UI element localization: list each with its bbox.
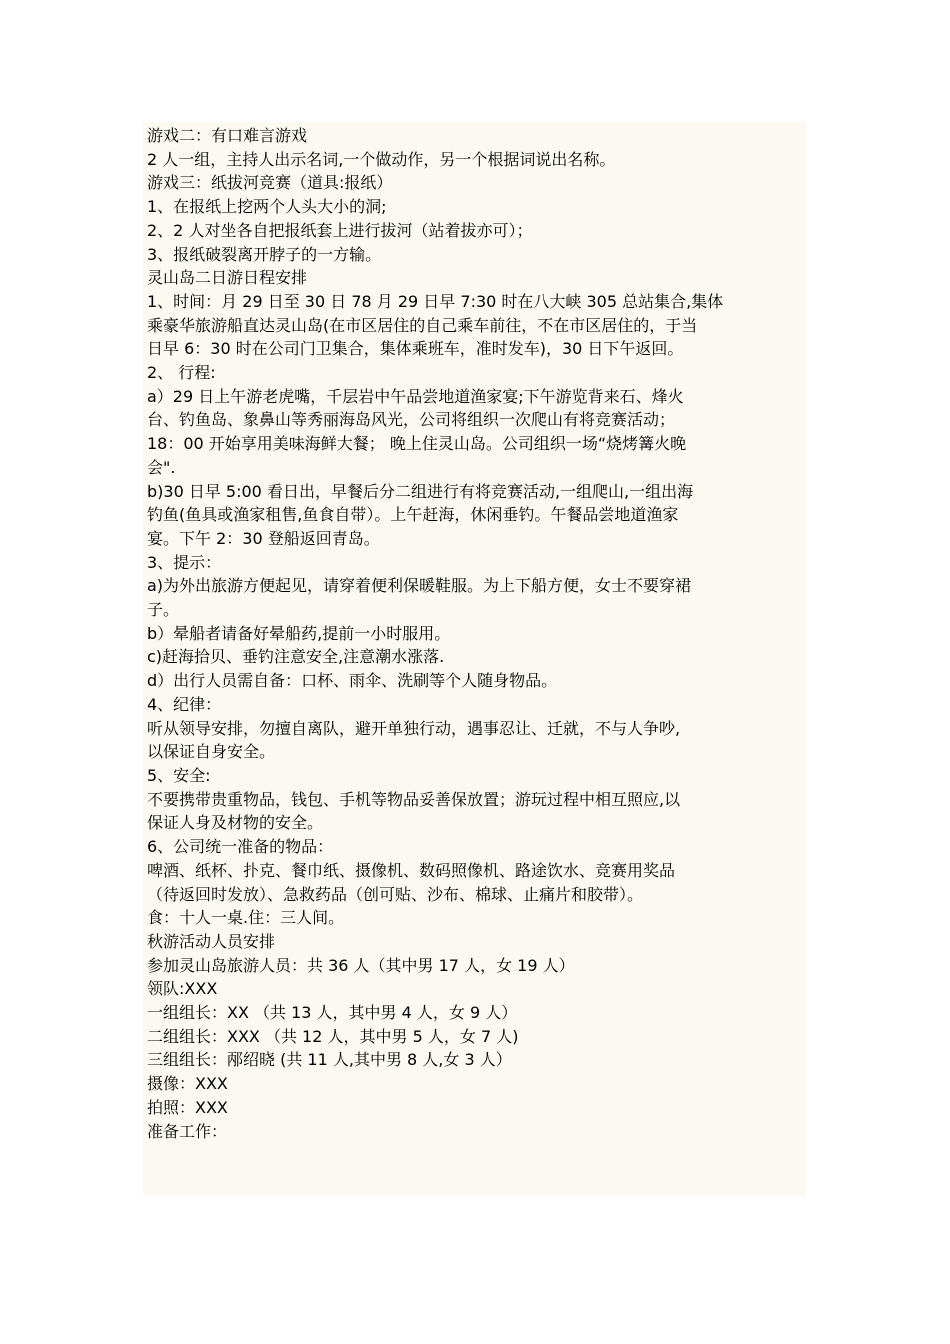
text-line: b)30 日早 5:00 看日出，早餐后分二组进行有将竞赛活动,一组爬山,一组出海: [147, 481, 694, 501]
text-line: 2 人一组，主持人出示名词,一个做动作，另一个根据词说出名称。: [147, 149, 616, 169]
document-page: [143, 122, 806, 1196]
text-line: 5、安全:: [147, 765, 211, 785]
text-line: 参加灵山岛旅游人员：共 36 人（其中男 17 人，女 19 人）: [147, 955, 575, 975]
text-line: 不要携带贵重物品，钱包、手机等物品妥善保放置；游玩过程中相互照应,以: [147, 789, 681, 809]
text-line: 食：十人一桌.住：三人间。: [147, 908, 345, 928]
text-line: 钓鱼(鱼具或渔家租售,鱼食自带）。上午赶海，休闲垂钓。午餐品尝地道渔家: [147, 505, 679, 525]
text-line: 3、提示：: [147, 552, 222, 572]
text-line: 三组组长：邴绍晓 (共 11 人,其中男 8 人,女 3 人）: [147, 1050, 512, 1070]
text-line: 台、钓鱼岛、象鼻山等秀丽海岛风光，公司将组织一次爬山有将竞赛活动；: [147, 410, 676, 430]
text-line: （待返回时发放）、急救药品（创可贴、沙布、棉球、止痛片和胶带）。: [147, 884, 644, 904]
text-line: 18：00 开始享用美味海鲜大餐； 晚上住灵山岛。公司组织一场“烧烤篝火晚: [147, 434, 687, 454]
text-line: 啤酒、纸杯、扑克、餐巾纸、摄像机、数码照像机、路途饮水、竞赛用奖品: [147, 860, 676, 880]
text-line: 二组组长：XXX （共 12 人，其中男 5 人，女 7 人): [147, 1026, 519, 1046]
text-line: 游戏三：纸拔河竞赛（道具:报纸）: [147, 173, 393, 193]
text-line: c)赶海拾贝、垂钓注意安全,注意潮水涨落.: [147, 647, 445, 667]
text-line: 宴。下午 2：30 登船返回青岛。: [147, 528, 380, 548]
text-line: b）晕船者请备好晕船药,提前一小时服用。: [147, 623, 451, 643]
text-line: 以保证自身安全。: [147, 742, 276, 762]
text-line: 4、纪律：: [147, 694, 222, 714]
text-line: 子。: [147, 600, 180, 620]
text-line: a)为外出旅游方便起见，请穿着便利保暖鞋服。为上下船方便，女士不要穿裙: [147, 576, 692, 596]
text-line: 听从领导安排，勿擅自离队，避开单独行动，遇事忍让、迁就，不与人争吵,: [147, 718, 681, 738]
text-line: 3、报纸破裂离开脖子的一方输。: [147, 244, 382, 264]
text-line: 保证人身及材物的安全。: [147, 813, 324, 833]
text-line: 游戏二：有口难言游戏: [147, 126, 308, 145]
text-line: 2、 行程:: [147, 363, 216, 383]
text-line: d）出行人员需自备：口杯、雨伞、洗刷等个人随身物品。: [147, 671, 558, 691]
text-line: 2、2 人对坐各自把报纸套上进行拔河（站着拔亦可）；: [147, 220, 533, 240]
text-line: 准备工作：: [147, 1121, 228, 1141]
text-line: 乘豪华旅游船直达灵山岛(在市区居住的自己乘车前往，不在市区居住的，于当: [147, 315, 698, 335]
text-line: 会".: [147, 457, 176, 477]
section-heading: 灵山岛二日游日程安排: [147, 268, 308, 288]
text-line: 摄像：XXX: [147, 1074, 228, 1094]
text-line: 日早 6：30 时在公司门卫集合，集体乘班车，准时发车)，30 日下午返回。: [147, 339, 684, 359]
text-line: 领队:XXX: [147, 979, 218, 999]
text-line: a）29 日上午游老虎嘴，千层岩中午品尝地道渔家宴;下午游览背来石、烽火: [147, 386, 684, 406]
text-line: 一组组长：XX （共 13 人，其中男 4 人，女 9 人）: [147, 1003, 518, 1023]
text-line: 1、时间：月 29 日至 30 日 78 月 29 日早 7:30 时在八大峡 305 总站集合,集体: [147, 291, 724, 311]
text-line: 1、在报纸上挖两个人头大小的洞;: [147, 197, 387, 217]
text-line: 6、公司统一准备的物品：: [147, 837, 334, 857]
text-line: 拍照：XXX: [147, 1097, 228, 1117]
section-heading: 秋游活动人员安排: [147, 931, 276, 951]
